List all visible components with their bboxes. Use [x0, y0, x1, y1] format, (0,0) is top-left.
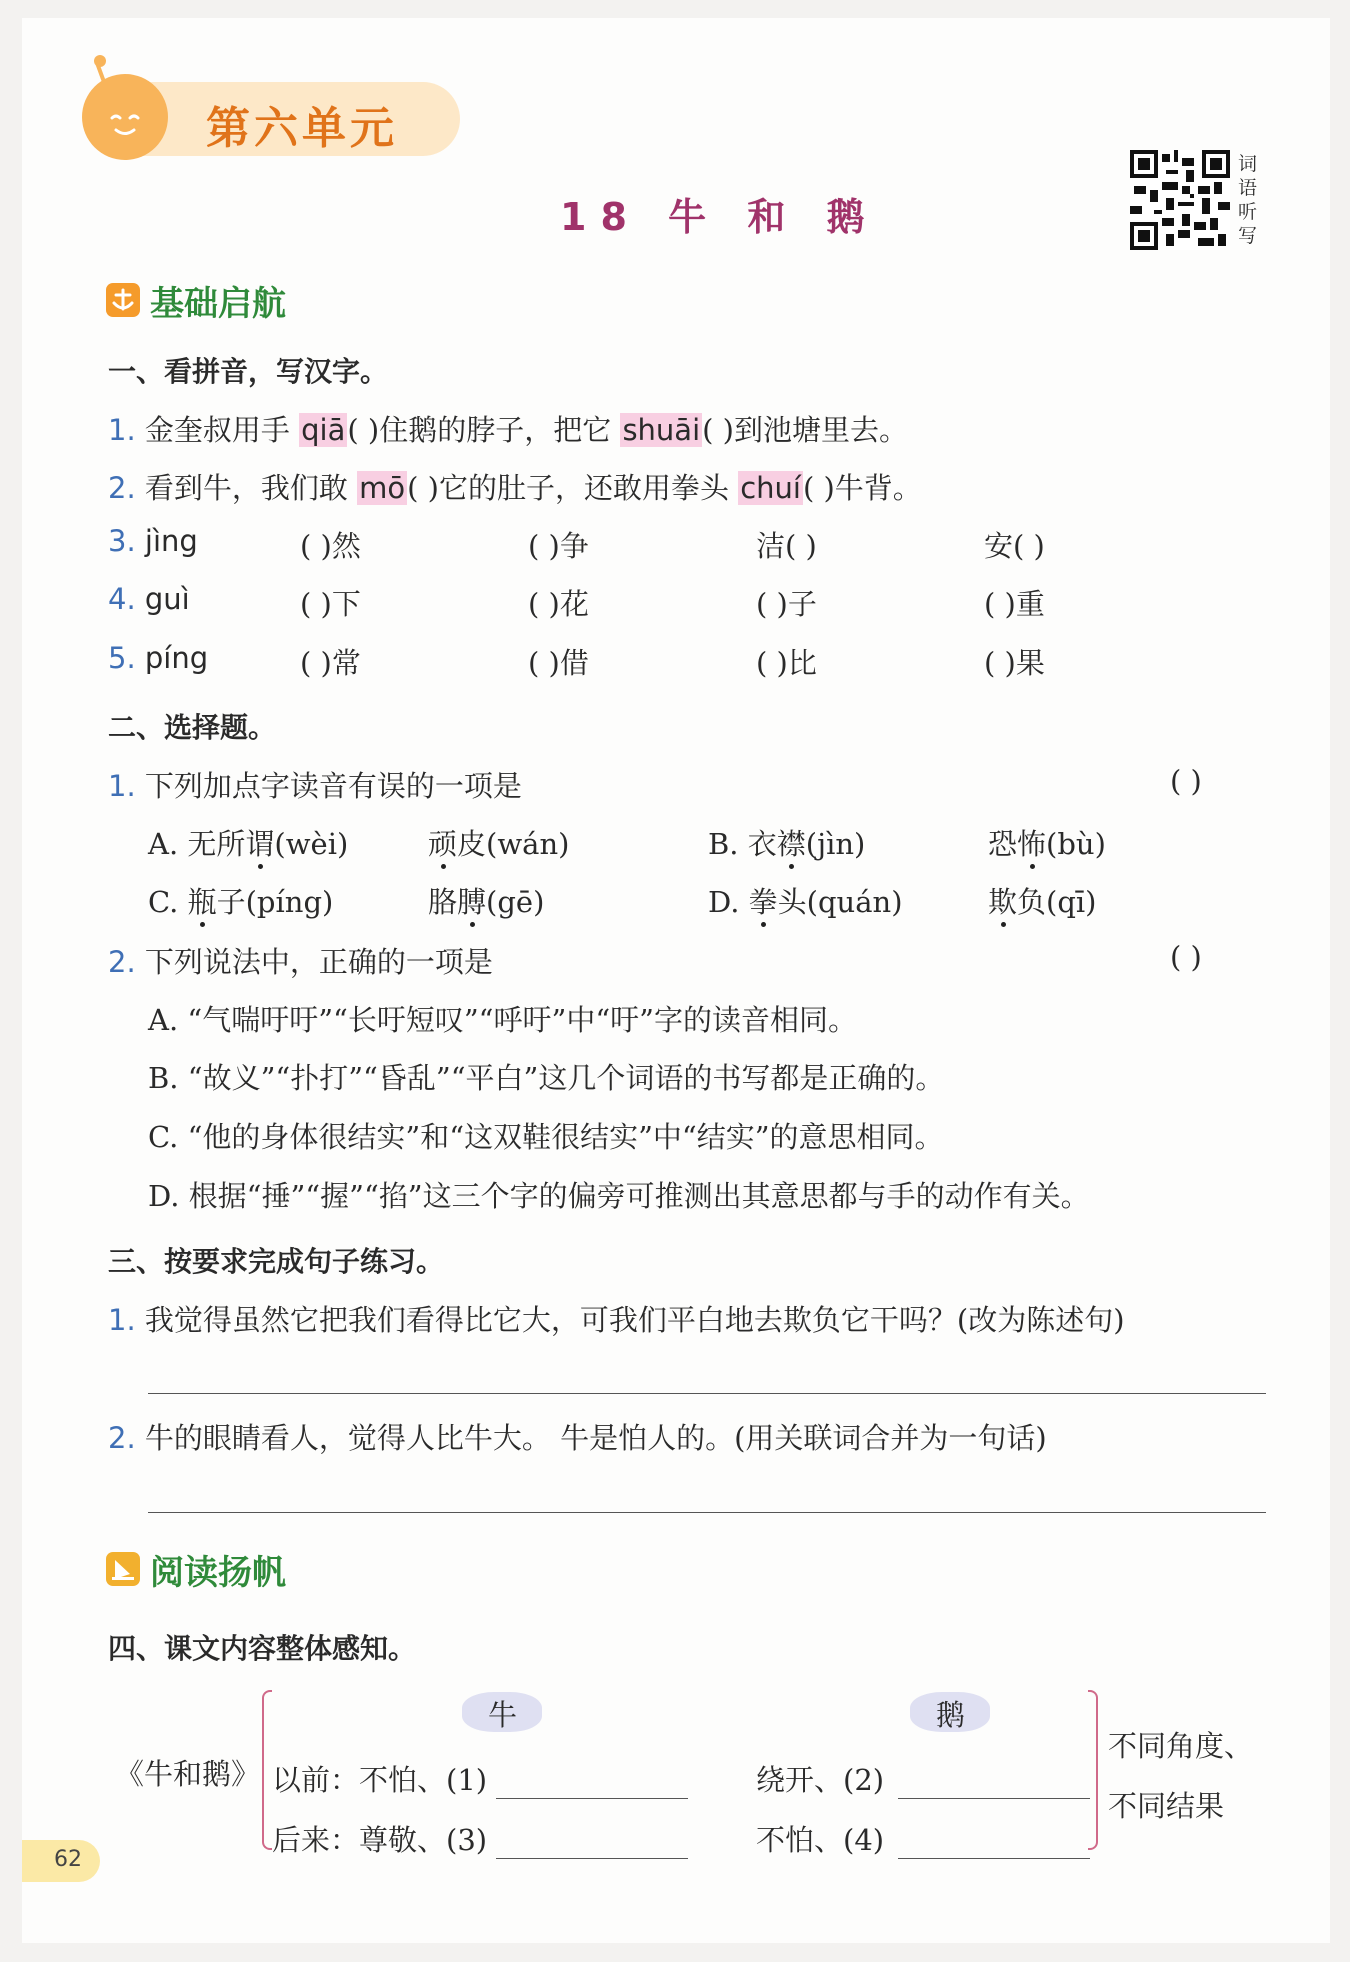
answer-line[interactable] — [898, 1798, 1090, 1799]
qr-code-icon[interactable] — [1130, 150, 1230, 250]
cow-after: 后来：尊敬、(3) — [272, 1823, 488, 1857]
part1-row: 3. jìng — [108, 524, 198, 558]
result-line-1: 不同角度、 — [1108, 1729, 1254, 1763]
result-line-2: 不同结果 — [1108, 1789, 1225, 1823]
part1-q1: 1. 金奎叔用手 qiā( )住鹅的脖子，把它 shuāi( )到池塘里去。 — [108, 413, 908, 447]
option-c: C. “他的身体很结实”和“这双鞋很结实”中“结实”的意思相同。 — [148, 1120, 944, 1154]
left-brace — [262, 1690, 272, 1850]
blank-cell[interactable]: ( )子 — [756, 587, 817, 621]
option-b: B. 衣襟(jìn) — [708, 827, 866, 861]
blank-cell[interactable]: ( )果 — [984, 646, 1045, 680]
option-b: B. “故义”“扑打”“昏乱”“平白”这几个词语的书写都是正确的。 — [148, 1061, 945, 1095]
option-a: A. 无所谓(wèi) — [148, 827, 349, 861]
blank-cell[interactable]: ( )下 — [300, 587, 361, 621]
blank-cell[interactable]: ( )然 — [300, 529, 361, 563]
blank-cell[interactable]: ( )争 — [528, 529, 589, 563]
blank-cell[interactable]: ( )常 — [300, 646, 361, 680]
option-d: D. 根据“捶”“握”“掐”这三个字的偏旁可推测出其意思都与手的动作有关。 — [148, 1179, 1090, 1213]
unit-title: 第六单元 — [206, 103, 398, 154]
answer-bracket[interactable]: ( ) — [1170, 764, 1202, 798]
part1-q2: 2. 看到牛，我们敢 mō( )它的肚子，还敢用拳头 chuí( )牛背。 — [108, 471, 922, 505]
section-title-reading: 阅读扬帆 — [150, 1553, 286, 1593]
section-title-basics: 基础启航 — [150, 284, 286, 324]
part1-row: 4. guì — [108, 582, 190, 616]
cow-before: 以前：不怕、(1) — [272, 1763, 488, 1797]
answer-line[interactable] — [148, 1512, 1266, 1513]
mascot-antenna-ball — [94, 55, 106, 67]
option-d-2: 欺负(qī) — [988, 885, 1097, 919]
option-a-2: 顽皮(wán) — [428, 827, 570, 861]
book-title: 《牛和鹅》 — [115, 1757, 261, 1791]
lesson-title: 18 牛 和 鹅 — [560, 195, 879, 239]
option-a: A. “气喘吁吁”“长吁短叹”“呼吁”中“吁”字的读音相同。 — [148, 1003, 857, 1037]
mascot-icon — [82, 74, 168, 160]
part3-q1: 1. 我觉得虽然它把我们看得比它大，可我们平白地去欺负它干吗？(改为陈述句) — [108, 1303, 1125, 1337]
part1-row: 5. píng — [108, 641, 209, 675]
part3-q2: 2. 牛的眼睛看人，觉得人比牛大。 牛是怕人的。(用关联词合并为一句话) — [108, 1421, 1047, 1455]
answer-line[interactable] — [148, 1393, 1266, 1394]
option-c: C. 瓶子(píng) — [148, 885, 334, 919]
qr-label: 词语听写 — [1238, 153, 1258, 247]
option-b-2: 恐怖(bù) — [988, 827, 1106, 861]
sail-icon — [106, 1552, 140, 1586]
tag-cow: 牛 — [488, 1698, 518, 1732]
part1-heading: 一、看拼音，写汉字。 — [108, 355, 389, 388]
part4-heading: 四、课文内容整体感知。 — [108, 1632, 417, 1665]
option-c-2: 胳膊(gē) — [428, 885, 545, 919]
answer-line[interactable] — [898, 1858, 1090, 1859]
blank-cell[interactable]: 安( ) — [984, 529, 1045, 563]
part2-q1-stem: 1. 下列加点字读音有误的一项是 — [108, 769, 522, 803]
blank-cell[interactable]: ( )花 — [528, 587, 589, 621]
blank-cell[interactable]: ( )比 — [756, 646, 817, 680]
answer-line[interactable] — [496, 1858, 688, 1859]
part2-q2-stem: 2. 下列说法中，正确的一项是 — [108, 945, 493, 979]
anchor-icon — [106, 283, 140, 317]
blank-cell[interactable]: ( )重 — [984, 587, 1045, 621]
blank-cell[interactable]: ( )借 — [528, 646, 589, 680]
goose-before: 绕开、(2) — [756, 1763, 885, 1797]
part3-heading: 三、按要求完成句子练习。 — [108, 1245, 445, 1278]
page-number: 62 — [54, 1847, 82, 1872]
option-d: D. 拳头(quán) — [708, 885, 903, 919]
goose-after: 不怕、(4) — [756, 1823, 885, 1857]
tag-goose: 鹅 — [936, 1698, 966, 1732]
blank-cell[interactable]: 洁( ) — [756, 529, 817, 563]
answer-bracket[interactable]: ( ) — [1170, 940, 1202, 974]
right-brace — [1088, 1690, 1098, 1850]
answer-line[interactable] — [496, 1798, 688, 1799]
part2-heading: 二、选择题。 — [108, 711, 277, 744]
